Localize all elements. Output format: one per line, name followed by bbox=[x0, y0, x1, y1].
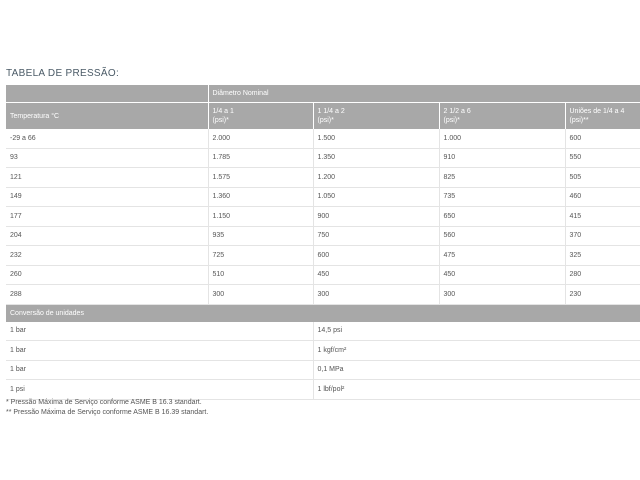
column-header-line2: (psi)** bbox=[569, 117, 589, 124]
conversion-table-body bbox=[6, 322, 640, 400]
pressure-cell: 475 bbox=[439, 246, 565, 266]
pressure-cell: 600 bbox=[565, 129, 640, 148]
footnote: * Pressão Máxima de Serviço conforme ASME B 16.3 standart. bbox=[6, 399, 202, 406]
conversion-value-cell: 14,5 psi bbox=[313, 322, 640, 341]
pressure-cell: 280 bbox=[565, 265, 640, 285]
column-header-line2: (psi)* bbox=[443, 117, 460, 124]
pressure-cell: 1.500 bbox=[313, 129, 439, 148]
table-row bbox=[6, 265, 640, 285]
table-row bbox=[6, 148, 640, 168]
conversion-unit-cell: 1 bar bbox=[6, 341, 313, 361]
column-header-line1: 1/4 a 1 bbox=[212, 108, 234, 115]
pressure-cell: 300 bbox=[313, 285, 439, 305]
column-header bbox=[439, 103, 565, 130]
temperature-cell: 260 bbox=[6, 265, 208, 285]
pressure-cell: 1.150 bbox=[208, 207, 313, 227]
table-row bbox=[6, 285, 640, 305]
temperature-cell: 232 bbox=[6, 246, 208, 266]
pressure-cell: 1.200 bbox=[313, 168, 439, 188]
conversion-value-cell: 0,1 MPa bbox=[313, 360, 640, 380]
pressure-cell: 505 bbox=[565, 168, 640, 188]
pressure-cell: 450 bbox=[313, 265, 439, 285]
temperature-header: Temperatura °C bbox=[6, 103, 208, 130]
pressure-cell: 230 bbox=[565, 285, 640, 305]
conversion-header-row bbox=[6, 304, 640, 322]
conversion-row bbox=[6, 322, 640, 341]
column-header-line1: 1 1/4 a 2 bbox=[317, 108, 345, 115]
pressure-cell: 1.350 bbox=[313, 148, 439, 168]
conversion-value-cell: 1 kgf/cm² bbox=[313, 341, 640, 361]
pressure-cell: 510 bbox=[208, 265, 313, 285]
pressure-cell: 1.360 bbox=[208, 187, 313, 207]
pressure-cell: 460 bbox=[565, 187, 640, 207]
temperature-cell: 149 bbox=[6, 187, 208, 207]
column-header bbox=[208, 103, 313, 130]
column-header-line2: (psi)* bbox=[212, 117, 229, 124]
pressure-cell: 650 bbox=[439, 207, 565, 227]
pressure-cell: 1.000 bbox=[439, 129, 565, 148]
pressure-cell: 1.785 bbox=[208, 148, 313, 168]
column-header-row bbox=[6, 103, 640, 130]
column-header-line1: 2 1/2 a 6 bbox=[443, 108, 471, 115]
conversion-unit-cell: 1 bar bbox=[6, 322, 313, 341]
pressure-table-body bbox=[6, 129, 640, 304]
pressure-cell: 910 bbox=[439, 148, 565, 168]
pressure-cell: 725 bbox=[208, 246, 313, 266]
table-row bbox=[6, 207, 640, 227]
temperature-cell: -29 a 66 bbox=[6, 129, 208, 148]
temperature-cell: 93 bbox=[6, 148, 208, 168]
table-row bbox=[6, 226, 640, 246]
pressure-cell: 300 bbox=[208, 285, 313, 305]
temperature-cell: 177 bbox=[6, 207, 208, 227]
table-row bbox=[6, 129, 640, 148]
pressure-cell: 750 bbox=[313, 226, 439, 246]
table-row bbox=[6, 246, 640, 266]
group-header-row bbox=[6, 85, 640, 103]
pressure-cell: 935 bbox=[208, 226, 313, 246]
pressure-cell: 370 bbox=[565, 226, 640, 246]
temperature-cell: 204 bbox=[6, 226, 208, 246]
column-header-line2: (psi)* bbox=[317, 117, 334, 124]
column-header-line1: Uniões de 1/4 a 4 bbox=[569, 108, 625, 115]
page-title: TABELA DE PRESSÃO: bbox=[6, 68, 120, 79]
header-empty-cell bbox=[6, 85, 208, 103]
conversion-unit-cell: 1 bar bbox=[6, 360, 313, 380]
column-header bbox=[313, 103, 439, 130]
conversion-unit-cell: 1 psi bbox=[6, 380, 313, 400]
conversion-row bbox=[6, 341, 640, 361]
conversion-header: Conversão de unidades bbox=[6, 304, 640, 322]
temperature-cell: 121 bbox=[6, 168, 208, 188]
pressure-cell: 450 bbox=[439, 265, 565, 285]
footnote: ** Pressão Máxima de Serviço conforme ASME B 16.39 standart. bbox=[6, 409, 209, 416]
conversion-value-cell: 1 lbf/pol² bbox=[313, 380, 640, 400]
pressure-cell: 825 bbox=[439, 168, 565, 188]
pressure-cell: 735 bbox=[439, 187, 565, 207]
table-row bbox=[6, 187, 640, 207]
pressure-cell: 300 bbox=[439, 285, 565, 305]
conversion-row bbox=[6, 360, 640, 380]
pressure-cell: 415 bbox=[565, 207, 640, 227]
pressure-cell: 325 bbox=[565, 246, 640, 266]
pressure-cell: 560 bbox=[439, 226, 565, 246]
pressure-table bbox=[6, 85, 640, 400]
pressure-cell: 900 bbox=[313, 207, 439, 227]
diameter-group-header: Diâmetro Nominal bbox=[208, 85, 640, 103]
pressure-cell: 2.000 bbox=[208, 129, 313, 148]
column-header bbox=[565, 103, 640, 130]
pressure-cell: 600 bbox=[313, 246, 439, 266]
footnotes bbox=[6, 398, 208, 418]
pressure-cell: 1.050 bbox=[313, 187, 439, 207]
pressure-cell: 550 bbox=[565, 148, 640, 168]
conversion-row bbox=[6, 380, 640, 400]
pressure-cell: 1.575 bbox=[208, 168, 313, 188]
temperature-cell: 288 bbox=[6, 285, 208, 305]
table-row bbox=[6, 168, 640, 188]
